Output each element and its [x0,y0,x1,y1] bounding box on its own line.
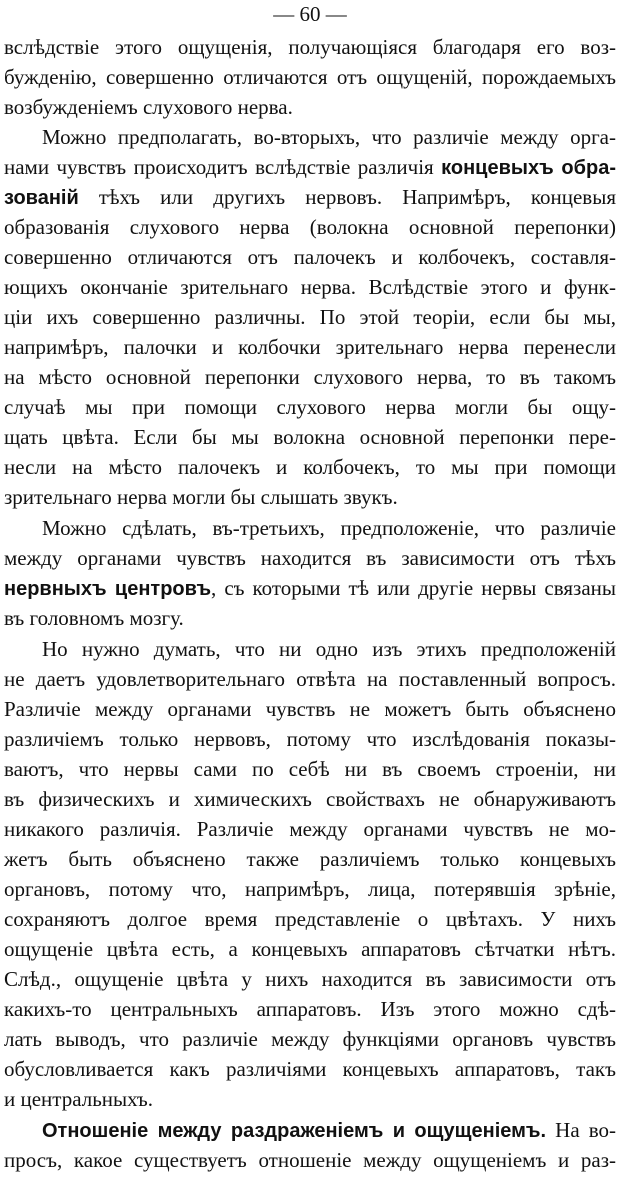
text-line [4,422,616,452]
text-run: , съ которыми тѣ или другіе нервы связаны [211,576,616,600]
text-line [4,452,616,482]
text-run: просъ, какое существуетъ отношеніе между ощущеніемъ и раз- [4,1148,616,1172]
text-run: Но нужно думать, что ни одно изъ этихъ предположеній [42,637,616,661]
text-line [4,754,616,784]
text-run: щать цвѣта. Если бы мы волокна основной перепонки пере- [4,425,616,449]
bold-term: нервныхъ центровъ [4,578,212,600]
text-line [4,1145,616,1175]
text-line [4,664,616,694]
text-run: тѣхъ или другихъ нервовъ. Напримѣръ, концевыя [78,185,616,209]
text-run: различіемъ только нервовъ, потому что изслѣдованія показы- [4,727,616,751]
text-run: ощущеніе цвѣта есть, а концевыхъ аппаратовъ сѣтчатки нѣтъ. [4,937,616,961]
text-line [4,1024,616,1054]
text-run: ціи ихъ совершенно различны. По этой теоріи, если бы мы, [4,305,616,329]
text-run: Различіе между органами чувствъ не можетъ быть объяснено [4,697,616,721]
bold-term: Отношеніе между раздраженіемъ и ощущеніемъ. [42,1120,547,1142]
text-line [4,573,616,604]
text-run: обусловливается какъ различіями концевыхъ аппаратовъ, такъ [4,1057,616,1081]
text-run: вслѣдствіе этого ощущенія, получающіяся благодаря его воз- [4,35,616,59]
text-line [4,874,616,904]
text-line [42,634,616,664]
text-line [42,1115,616,1146]
text-line [4,482,616,512]
text-line [4,994,616,1024]
text-line [4,814,616,844]
text-run: ющихъ окончаніе зрительнаго нерва. Вслѣдствіе этого и функ- [4,275,616,299]
text-run: На во- [546,1118,616,1142]
text-run: никакого различія. Различіе между органами чувствъ не мо- [4,817,616,841]
text-run: напримѣръ, палочки и колбочки зрительнаго нерва перенесли [4,335,616,359]
text-line [4,392,616,422]
text-run: возбужденіемъ слухового нерва. [4,95,293,119]
text-run: и центральныхъ. [4,1087,153,1111]
text-line [4,362,616,392]
bold-term: зованій [4,187,79,209]
text-run: образованія слухового нерва (волокна основной перепонки) [4,215,616,239]
text-line [4,603,616,633]
text-run: бужденію, совершенно отличаются отъ ощущеній, порождаемыхъ [4,65,616,89]
text-line [4,302,616,332]
text-run: несли на мѣсто палочекъ и колбочекъ, то мы при помощи [4,455,616,479]
text-line [4,694,616,724]
text-line [4,934,616,964]
text-line [4,784,616,814]
text-run: Можно предполагать, во-вторыхъ, что различіе между орга- [42,125,616,149]
text-run: Слѣд., ощущеніе цвѣта у нихъ находится въ зависимости отъ [4,967,616,991]
text-line [4,543,616,573]
text-run: въ физическихъ и химическихъ свойствахъ не обнаруживаютъ [4,787,616,811]
text-line [42,513,616,543]
text-line [4,1084,616,1114]
text-line [4,964,616,994]
page-number: — 60 — [273,2,347,26]
text-line [4,844,616,874]
text-line [4,212,616,242]
text-line [4,92,616,122]
text-line [4,904,616,934]
text-run: зрительнаго нерва могли бы слышать звукъ. [4,485,398,509]
text-run: какихъ-то центральныхъ аппаратовъ. Изъ этого можно сдѣ- [4,997,616,1021]
text-line [4,62,616,92]
bold-term: концевыхъ обра- [441,157,617,179]
text-run: жетъ быть объяснено также различіемъ только концевыхъ [4,847,616,871]
text-run: на мѣсто основной перепонки слухового нерва, то въ такомъ [4,365,616,389]
text-line [42,122,616,152]
text-line [4,152,616,183]
text-run: въ головномъ мозгу. [4,606,184,630]
text-run: не даетъ удовлетворительнаго отвѣта на поставленный вопросъ. [4,667,616,691]
text-run: случаѣ мы при помощи слухового нерва могли бы ощу- [4,395,616,419]
text-run: Можно сдѣлать, въ-третьихъ, предположеніе, что различіе [42,516,616,540]
text-run: лать выводъ, что различіе между функціями органовъ чувствъ [4,1027,616,1051]
text-run: органовъ, потому что, напримѣръ, лица, потерявшія зрѣніе, [4,877,616,901]
text-run: нами чувствъ происходитъ вслѣдствіе различія [4,155,442,179]
text-line [4,1054,616,1084]
text-run: ваютъ, что нервы сами по себѣ ни въ своемъ строеніи, ни [4,757,616,781]
text-line [4,242,616,272]
text-line [4,724,616,754]
text-line [4,32,616,62]
text-run: сохраняютъ долгое время представленіе о цвѣтахъ. У нихъ [4,907,616,931]
text-run: между органами чувствъ находится въ зависимости отъ тѣхъ [4,546,616,570]
text-run: совершенно отличаются отъ палочекъ и колбочекъ, составля- [4,245,616,269]
text-line [4,272,616,302]
text-line [4,332,616,362]
text-line [4,182,616,213]
